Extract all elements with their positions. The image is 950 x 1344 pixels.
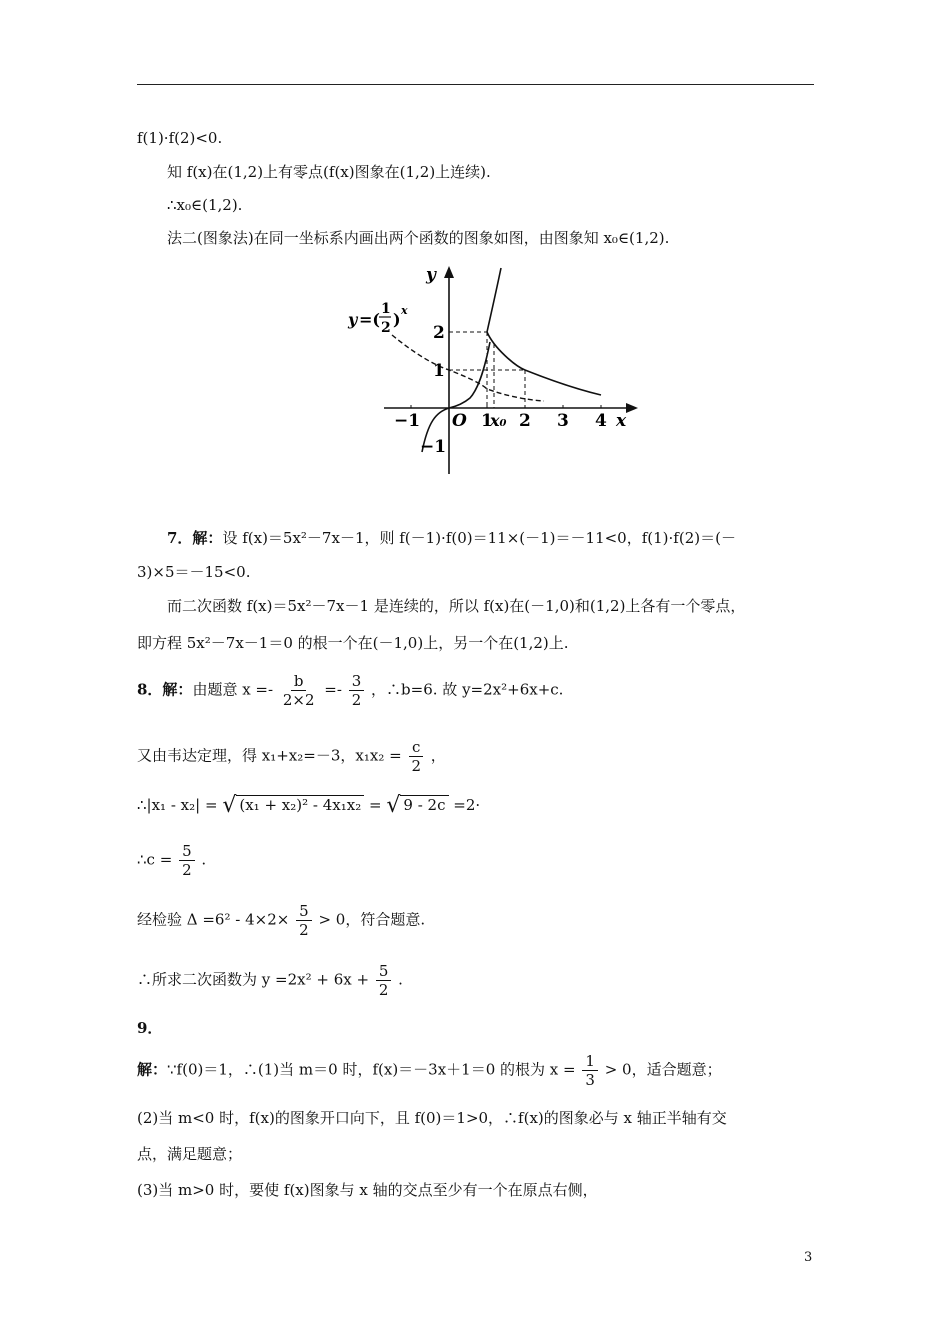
line-1: f(1)·f(2)<0. (137, 129, 223, 147)
origin-label: O (452, 411, 467, 431)
p7-line-a: 7．解：设 f(x)＝5x²－7x－1，则 f(－1)·f(0)＝11×(－1)＝－11<0，f(1)·f(2)＝(－ (167, 529, 736, 547)
function-graph (340, 262, 640, 480)
tick-x-neg1: −1 (394, 411, 421, 431)
header-rule (137, 84, 814, 85)
tick-x-x0: x₀ (490, 411, 507, 430)
p9-line-d: (3)当 m>0 时，要使 f(x)图象与 x 轴的交点至少有一个在原点右侧， (137, 1181, 598, 1199)
y-axis-label: y (426, 265, 436, 285)
svg-text:2: 2 (381, 320, 391, 336)
x-axis-arrow (626, 403, 638, 413)
tick-y-2: 2 (433, 323, 445, 343)
p8-line-e: 经检验 Δ =6² - 4×2× $\frac{5}{2}$ > 0，符合题意. (137, 902, 426, 939)
hyperbola-right-branch (487, 268, 601, 395)
svg-text:x: x (401, 304, 408, 317)
line-3: ∴x₀∈(1,2). (167, 196, 243, 214)
p7-line-d: 即方程 5x²－7x－1＝0 的根一个在(－1,0)上，另一个在(1,2)上. (137, 634, 569, 652)
p8-line-d: ∴c = $\frac{5}{2}$ . (137, 842, 207, 879)
tick-x-1: 1 (481, 411, 493, 431)
p9-line-c: 点，满足题意； (137, 1145, 243, 1163)
tick-y-neg1: −1 (420, 437, 447, 457)
p8-line-a: 8．解：由题意 x =- $\frac{b}{2\times 2}$ =- $\frac{3}{2}$ ，∴b=6. 故 y=2x²+6x+c. (137, 672, 564, 709)
p9-line-b: (2)当 m<0 时，f(x)的图象开口向下，且 f(0)＝1>0，∴f(x)的图象必与 x 轴正半轴有交 (137, 1109, 727, 1127)
p9-label: 9． (137, 1019, 163, 1037)
svg-text:1: 1 (381, 301, 391, 317)
p9-line-a: 解：∵f(0)＝1，∴(1)当 m＝0 时，f(x)＝－3x＋1＝0 的根为 x = $\frac{1}{3}$ > 0，适合题意； (137, 1052, 722, 1089)
tick-y-1: 1 (433, 361, 445, 381)
p8-line-b: 又由韦达定理，得 x₁+x₂=－3，x₁x₂ = $\frac{c}{2}$ ， (137, 738, 446, 775)
tick-x-2: 2 (519, 411, 531, 431)
page-number: 3 (804, 1250, 813, 1265)
p8-line-f: ∴所求二次函数为 y =2x² + 6x + $\frac{5}{2}$ . (137, 962, 403, 999)
svg-text:y: y (348, 310, 358, 329)
p7-line-c: 而二次函数 f(x)＝5x²－7x－1 是连续的，所以 f(x)在(－1,0)和(1,2)上各有一个零点， (167, 597, 746, 615)
y-axis-arrow (444, 266, 454, 278)
tick-x-4: 4 (595, 411, 607, 431)
p7-line-b: 3)×5＝－15<0. (137, 563, 251, 581)
tick-x-3: 3 (557, 411, 569, 431)
svg-text:=(: =( (359, 310, 380, 329)
line-2: 知 f(x)在(1,2)上有零点(f(x)图象在(1,2)上连续). (167, 163, 491, 181)
x-axis-label: x (616, 411, 627, 431)
line-4: 法二(图象法)在同一坐标系内画出两个函数的图象如图，由图象知 x₀∈(1,2). (167, 229, 670, 247)
svg-text:): ) (393, 310, 401, 329)
log-curve (422, 342, 490, 452)
curve-label (347, 301, 408, 336)
p8-line-c: ∴|x₁ - x₂| = √ (x₁ + x₂)² - 4x₁x₂ = √ 9 - 2c =2· (137, 793, 481, 818)
